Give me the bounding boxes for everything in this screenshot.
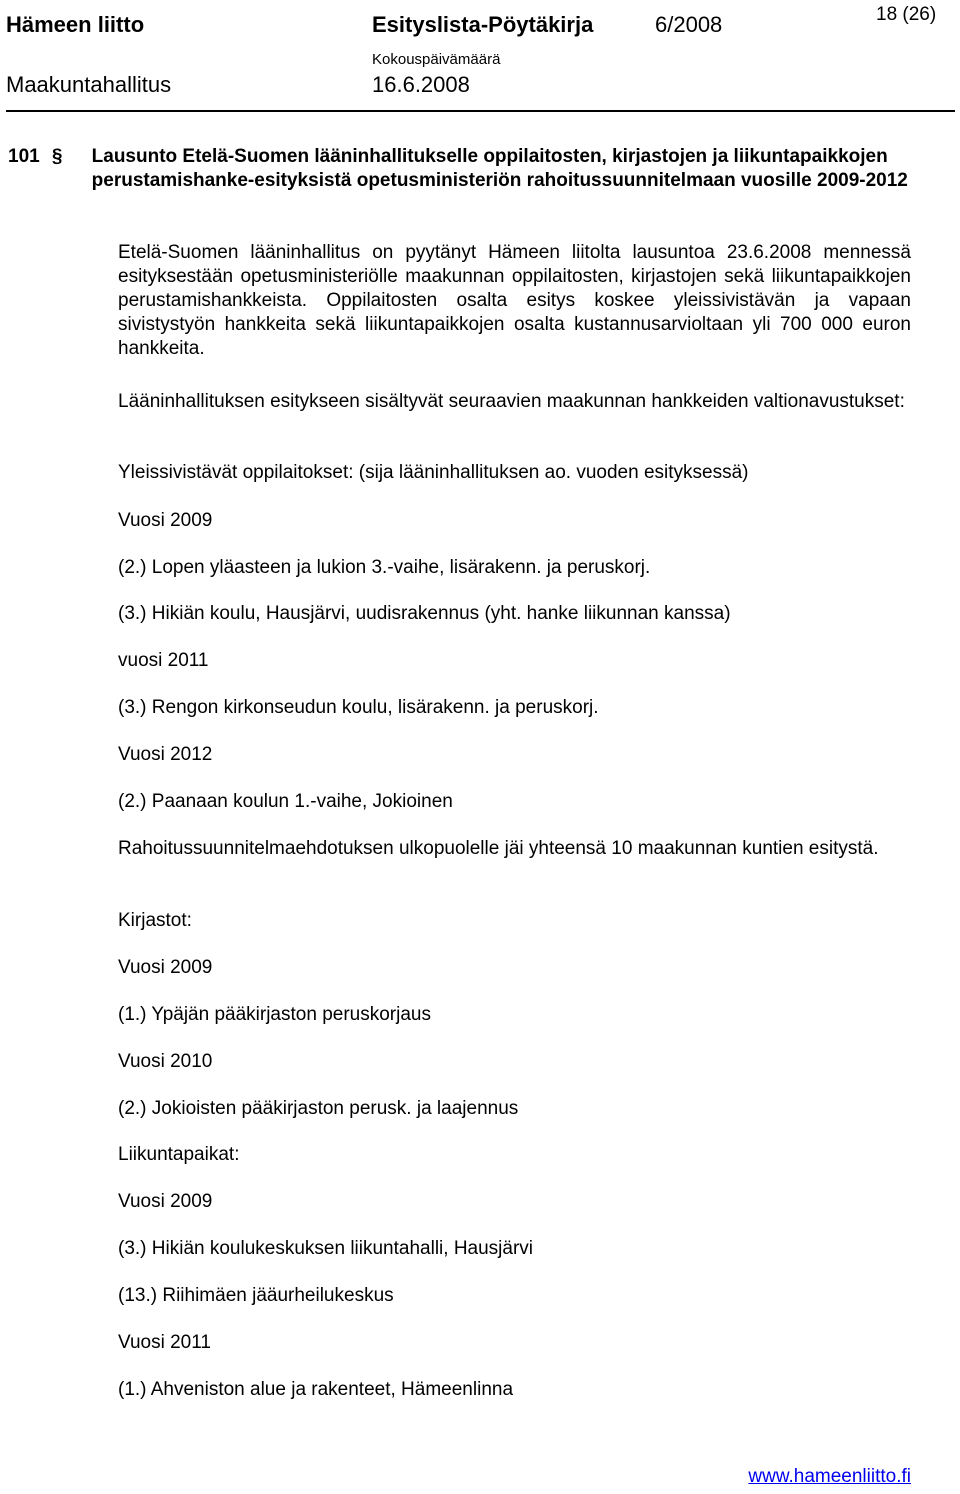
meeting-date-label: Kokouspäivämäärä bbox=[372, 51, 501, 68]
item-heading bbox=[8, 145, 908, 193]
header-doc-number: 6/2008 bbox=[655, 12, 723, 37]
subheading-libraries: Kirjastot: bbox=[118, 910, 192, 931]
item-title-text: Lausunto Etelä-Suomen lääninhallitukselle oppilaitosten, kirjastojen ja liikuntapaikkojen perustamishanke-esityksistä opetusministeriön rahoitussuunnitelmaan vuosille 2009-2012 bbox=[91, 146, 908, 191]
project-item: (2.) Lopen yläasteen ja lukion 3.-vaihe, lisärakenn. ja peruskorj. bbox=[118, 557, 651, 578]
section-sign: § bbox=[51, 146, 63, 167]
header-divider bbox=[6, 110, 955, 112]
paragraph-request: Etelä-Suomen lääninhallitus on pyytänyt Hämeen liitolta lausuntoa 23.6.2008 mennessä esityksestään opetusministeriölle maakunnan oppilaitosten, kirjastojen sekä liikuntapaikkojen perustamishankkeista. Oppilaitosten osalta esitys koskee yleissivistävän ja vapaan sivistystyön hankkeita sekä liikuntapaikkojen osalta kustannusarvioltaan yli 700 000 euron hankkeita. bbox=[118, 242, 911, 359]
year-label: Vuosi 2012 bbox=[118, 744, 213, 765]
project-item: (1.) Ypäjän pääkirjaston peruskorjaus bbox=[118, 1004, 431, 1025]
project-item: (1.) Ahveniston alue ja rakenteet, Hämeenlinna bbox=[118, 1379, 514, 1400]
header-doc-type: Esityslista-Pöytäkirja bbox=[372, 12, 594, 37]
meeting-date: 16.6.2008 bbox=[372, 72, 470, 97]
project-item: (3.) Rengon kirkonseudun koulu, lisärakenn. ja peruskorj. bbox=[118, 697, 599, 718]
year-label: vuosi 2011 bbox=[118, 650, 209, 671]
paragraph-excluded: Rahoitussuunnitelmaehdotuksen ulkopuolelle jäi yhteensä 10 maakunnan kuntien esitystä. bbox=[118, 838, 879, 859]
header-org: Hämeen liitto bbox=[6, 12, 145, 37]
year-label: Vuosi 2009 bbox=[118, 510, 213, 531]
item-number: 101 bbox=[8, 146, 40, 167]
item-title bbox=[92, 145, 908, 193]
project-item: (2.) Jokioisten pääkirjaston perusk. ja laajennus bbox=[118, 1098, 519, 1119]
project-item: (3.) Hikiän koulukeskuksen liikuntahalli, Hausjärvi bbox=[118, 1238, 534, 1259]
footer-website-link[interactable]: www.hameenliitto.fi bbox=[748, 1466, 911, 1487]
year-label: Vuosi 2009 bbox=[118, 957, 213, 978]
year-label: Vuosi 2011 bbox=[118, 1332, 211, 1353]
subheading-sports-facilities: Liikuntapaikat: bbox=[118, 1144, 240, 1165]
year-label: Vuosi 2009 bbox=[118, 1191, 213, 1212]
year-label: Vuosi 2010 bbox=[118, 1051, 213, 1072]
project-item: (3.) Hikiän koulu, Hausjärvi, uudisrakennus (yht. hanke liikunnan kanssa) bbox=[118, 603, 731, 624]
project-item: (2.) Paanaan koulun 1.-vaihe, Jokioinen bbox=[118, 791, 453, 812]
project-item: (13.) Riihimäen jääurheilukeskus bbox=[118, 1285, 394, 1306]
header-body: Maakuntahallitus bbox=[6, 72, 172, 97]
page-number: 18 (26) bbox=[876, 4, 937, 25]
subheading-schools: Yleissivistävät oppilaitokset: (sija lääninhallituksen ao. vuoden esityksessä) bbox=[118, 462, 749, 483]
paragraph-included-projects: Lääninhallituksen esitykseen sisältyvät seuraavien maakunnan hankkeiden valtionavustukset: bbox=[118, 391, 905, 412]
